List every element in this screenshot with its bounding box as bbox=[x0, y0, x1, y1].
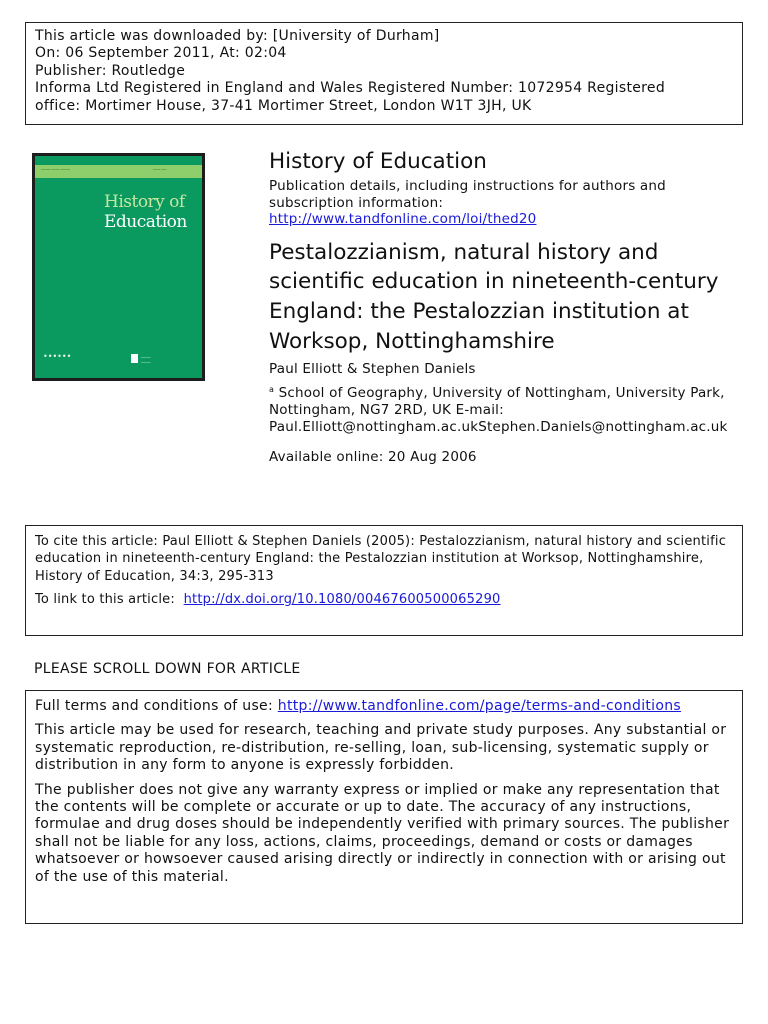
scroll-down-notice: PLEASE SCROLL DOWN FOR ARTICLE bbox=[34, 661, 301, 677]
article-link-row bbox=[35, 591, 733, 608]
affiliation-marker: a bbox=[269, 384, 275, 394]
publisher-logo-text: ──── ──── bbox=[141, 355, 151, 365]
terms-paragraph-usage: This article may be used for research, teaching and private study purposes. Any substantial or systematic reproduction, re-distribution, re-selling, loan, sub-licensing, systematic supply or distribution in any form to anyone is expressly forbidden. bbox=[35, 722, 727, 774]
article-header bbox=[269, 148, 739, 465]
citation-box bbox=[25, 525, 743, 636]
terms-link-row bbox=[35, 698, 733, 715]
publisher-logo-icon bbox=[131, 354, 138, 363]
cover-series-logo: •••••• bbox=[43, 352, 72, 361]
download-line: On: 06 September 2011, At: 02:04 bbox=[35, 45, 287, 62]
download-line: Informa Ltd Registered in England and Wales Registered Number: 1072954 Registered bbox=[35, 80, 666, 97]
article-title: Pestalozzianism, natural history and scientific education in nineteenth-century England: the Pestalozzian institution at Worksop, Nottinghamshire bbox=[269, 239, 719, 354]
available-online-date: Available online: 20 Aug 2006 bbox=[269, 448, 477, 465]
citation-text: To cite this article: Paul Elliott & Stephen Daniels (2005): Pestalozzianism, natural history and scientific education in nineteenth-century England: the Pestalozzian institution at Worksop, Nottinghamshire, History of Education, 34:3, 295-313 bbox=[35, 534, 727, 584]
download-line: This article was downloaded by: [University of Durham] bbox=[35, 28, 440, 44]
terms-paragraph-warranty: The publisher does not give any warranty express or implied or make any representation that the contents will be complete or accurate or up to date. The accuracy of any instructions, formulae and drug doses should be independently verified with primary sources. The publisher shall not be liable for any loss, actions, claims, proceedings, demand or costs or damages whatsoever or howsoever caused arising directly or indirectly in connection with or arising out of the use of this material. bbox=[35, 781, 730, 885]
publication-details-text: Publication details, including instructions for authors and subscription information: bbox=[269, 178, 666, 211]
terms-box bbox=[25, 690, 743, 924]
cover-header-strip: ──── ─── ──── ─── ── bbox=[35, 165, 202, 178]
terms-label: Full terms and conditions of use: bbox=[35, 698, 273, 714]
cover-panel bbox=[35, 156, 202, 378]
affiliation-text: School of Geography, University of Nottingham, University Park, Nottingham, NG7 2RD, UK E-mail: Paul.Elliott@nottingham.ac.ukStephen.Daniels@nottingham.ac.uk bbox=[269, 384, 728, 435]
author-affiliation bbox=[269, 381, 739, 436]
journal-link[interactable]: http://www.tandfonline.com/loi/thed20 bbox=[269, 211, 537, 227]
publication-details bbox=[269, 178, 739, 228]
article-link-label: To link to this article: bbox=[35, 592, 175, 608]
download-line: office: Mortimer House, 37-41 Mortimer Street, London W1T 3JH, UK bbox=[35, 97, 532, 114]
doi-link[interactable]: http://dx.doi.org/10.1080/00467600500065290 bbox=[183, 592, 501, 608]
terms-link[interactable]: http://www.tandfonline.com/page/terms-and-conditions bbox=[277, 698, 681, 714]
cover-title-line2: Education bbox=[104, 212, 187, 232]
article-authors: Paul Elliott & Stephen Daniels bbox=[269, 360, 476, 377]
download-notice-box bbox=[25, 22, 743, 125]
cover-title-line1: History of bbox=[104, 192, 185, 212]
download-line: Publisher: Routledge bbox=[35, 62, 186, 79]
journal-title: History of Education bbox=[269, 149, 487, 174]
journal-cover-image bbox=[32, 153, 205, 381]
